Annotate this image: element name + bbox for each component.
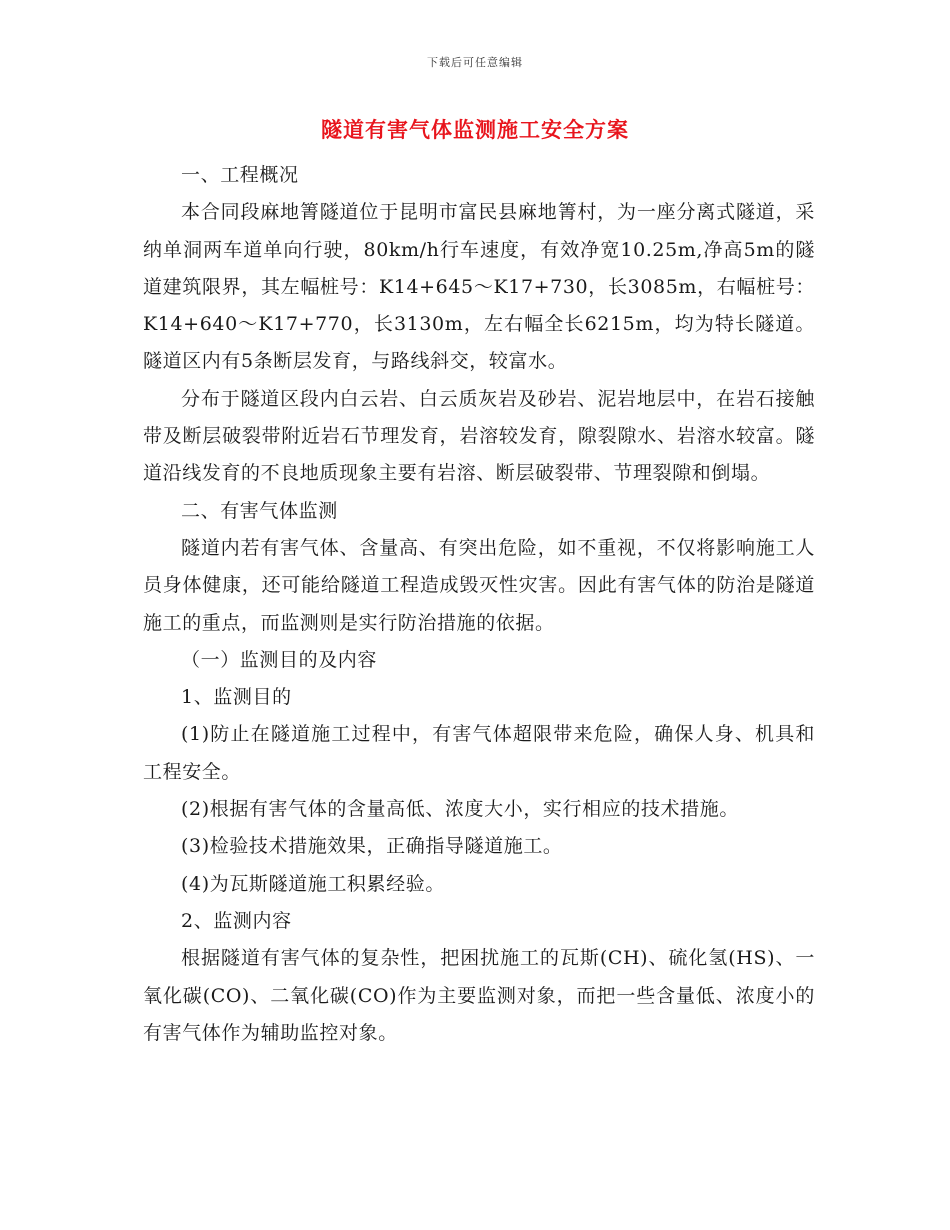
purpose-item-2: (2)根据有害气体的含量高低、浓度大小，实行相应的技术措施。 xyxy=(181,798,739,821)
purpose-item-4: (4)为瓦斯隧道施工积累经验。 xyxy=(181,872,445,895)
paragraph-project-description: 本合同段麻地箐隧道位于昆明市富民县麻地箐村，为一座分离式隧道，采纳单洞两车道单向行驶，80km/h行车速度，有效净宽10.25m,净高5m的隧道建筑限界，其左幅桩号：K14+645～K17+730，长3085m，右幅桩号：K14+640～K17+770，长3130m，左右幅全长6215m，均为特长隧道。隧道区内有5条断层发育，与路线斜交，较富水。 xyxy=(143,201,815,373)
section-heading-overview: 一、工程概况 xyxy=(181,164,299,186)
paragraph-monitoring-content: 根据隧道有害气体的复杂性，把困扰施工的瓦斯(CH)、硫化氢(HS)、一氧化碳(CO)、二氧化碳(CO)作为主要监测对象，而把一些含量低、浓度小的有害气体作为辅助监控对象。 xyxy=(143,947,815,1044)
purpose-item-1: (1)防止在隧道施工过程中，有害气体超限带来危险，确保人身、机具和工程安全。 xyxy=(143,723,815,783)
section-heading-gas-monitoring: 二、有害气体监测 xyxy=(181,499,338,522)
subsection-heading-purpose-content: （一）监测目的及内容 xyxy=(181,648,378,671)
purpose-item-3: (3)检验技术措施效果，正确指导隧道施工。 xyxy=(181,835,563,858)
paragraph-gas-hazard: 隧道内若有害气体、含量高、有突出危险，如不重视，不仅将影响施工人员身体健康，还可能给隧道工程造成毁灭性灾害。因此有害气体的防治是隧道施工的重点，而监测则是实行防治措施的依据。 xyxy=(143,536,815,634)
item-heading-purpose: 1、监测目的 xyxy=(181,686,292,709)
page-header-note: 下载后可任意编辑 xyxy=(427,56,523,69)
document-title: 隧道有害气体监测施工安全方案 xyxy=(321,117,629,142)
item-heading-content: 2、监测内容 xyxy=(181,909,292,932)
paragraph-geology: 分布于隧道区段内白云岩、白云质灰岩及砂岩、泥岩地层中，在岩石接触带及断层破裂带附近岩石节理发育，岩溶较发育，隙裂隙水、岩溶水较富。隧道沿线发育的不良地质现象主要有岩溶、断层破裂带、节理裂隙和倒塌。 xyxy=(143,387,815,485)
document-body xyxy=(143,157,815,1052)
